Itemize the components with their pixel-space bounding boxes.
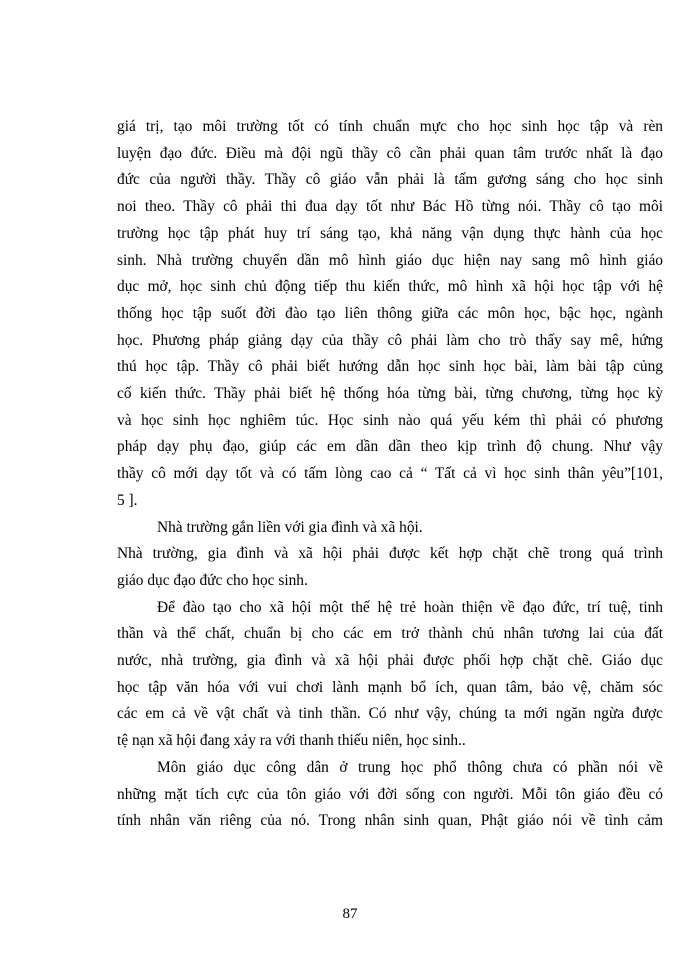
text-line: thống học tập suốt đời đào tạo liên thông giữa các môn học, bậc học, ngành [117,304,663,322]
text-line: dục mở, học sinh chủ động tiếp thu kiến thức, mô hình xã hội học tập với hệ [117,278,663,296]
text-line: các em cả về vật chất và tinh thần. Có như vậy, chúng ta mới ngăn ngừa được [117,705,663,723]
text-line: Nhà trường, gia đình và xã hội phải được kết hợp chặt chẽ trong quá trình [117,545,663,563]
text-line: những mặt tích cực của tôn giáo với đời sống con người. Mỗi tôn giáo đều có [117,785,663,803]
text-line: Nhà trường gắn liền với gia đình và xã hội. [157,518,423,536]
page-number: 87 [342,906,358,922]
text-line: giáo dục đạo đức cho học sinh. [117,571,308,589]
text-line: pháp dạy phụ đạo, giúp các em dần dần theo kịp trình độ chung. Như vậy [117,438,663,456]
text-line: trường học tập phát huy trí sáng tạo, khả năng vận dụng thực hành của học [117,224,663,242]
text-line: nước, nhà trường, gia đình và xã hội phải được phối hợp chặt chẽ. Giáo dục [117,652,663,670]
text-line: noi theo. Thầy cô phải thi đua dạy tốt như Bác Hồ từng nói. Thầy cô tạo môi [117,198,663,216]
text-line: giá trị, tạo môi trường tốt có tính chuẩn mực cho học sinh học tập và rèn [117,118,663,135]
body-text [117,114,663,835]
text-line: đức của người thầy. Thầy cô giáo vẫn phải là tấm gương sáng cho học sinh [117,171,663,189]
text-line: và học sinh học nghiêm túc. Học sinh nào quá yếu kém thì phải có phương [117,411,663,429]
text-line: cố kiến thức. Thầy phải biết hệ thống hóa từng bài, từng chương, từng học kỳ [117,385,663,403]
text-line: luyện đạo đức. Điều mà đội ngũ thầy cô cần phải quan tâm trước nhất là đạo [117,144,663,162]
text-line: học tập văn hóa với vui chơi lành mạnh bổ ích, quan tâm, bảo vệ, chăm sóc [117,678,663,696]
text-line: học. Phương pháp giảng dạy của thầy cô phải làm cho trò thấy say mê, hứng [117,331,663,349]
text-line: Môn giáo dục công dân ở trung học phổ thông chưa có phần nói về [157,758,663,776]
text-line: Để đào tạo cho xã hội một thế hệ trẻ hoàn thiện về đạo đức, trí tuệ, tinh [157,598,663,616]
text-line: tệ nạn xã hội đang xảy ra với thanh thiếu niên, học sinh.. [117,732,466,750]
text-line: thú học tập. Thầy cô phải biết hướng dẫn học sinh học bài, làm bài tập củng [117,358,663,376]
text-line: thầy cô mới dạy tốt và có tấm lòng cao cả “ Tất cả vì học sinh thân yêu”[101, [117,465,663,483]
text-line: thần và thể chất, chuẩn bị cho các em trở thành chủ nhân tương lai của đất [117,625,663,643]
text-line: tính nhân văn riêng của nó. Trong nhân sinh quan, Phật giáo nói về tình cảm [117,812,663,830]
text-line: sinh. Nhà trường chuyển dần mô hình giáo dục hiện nay sang mô hình giáo [117,251,663,269]
text-line: 5 ]. [117,491,138,509]
